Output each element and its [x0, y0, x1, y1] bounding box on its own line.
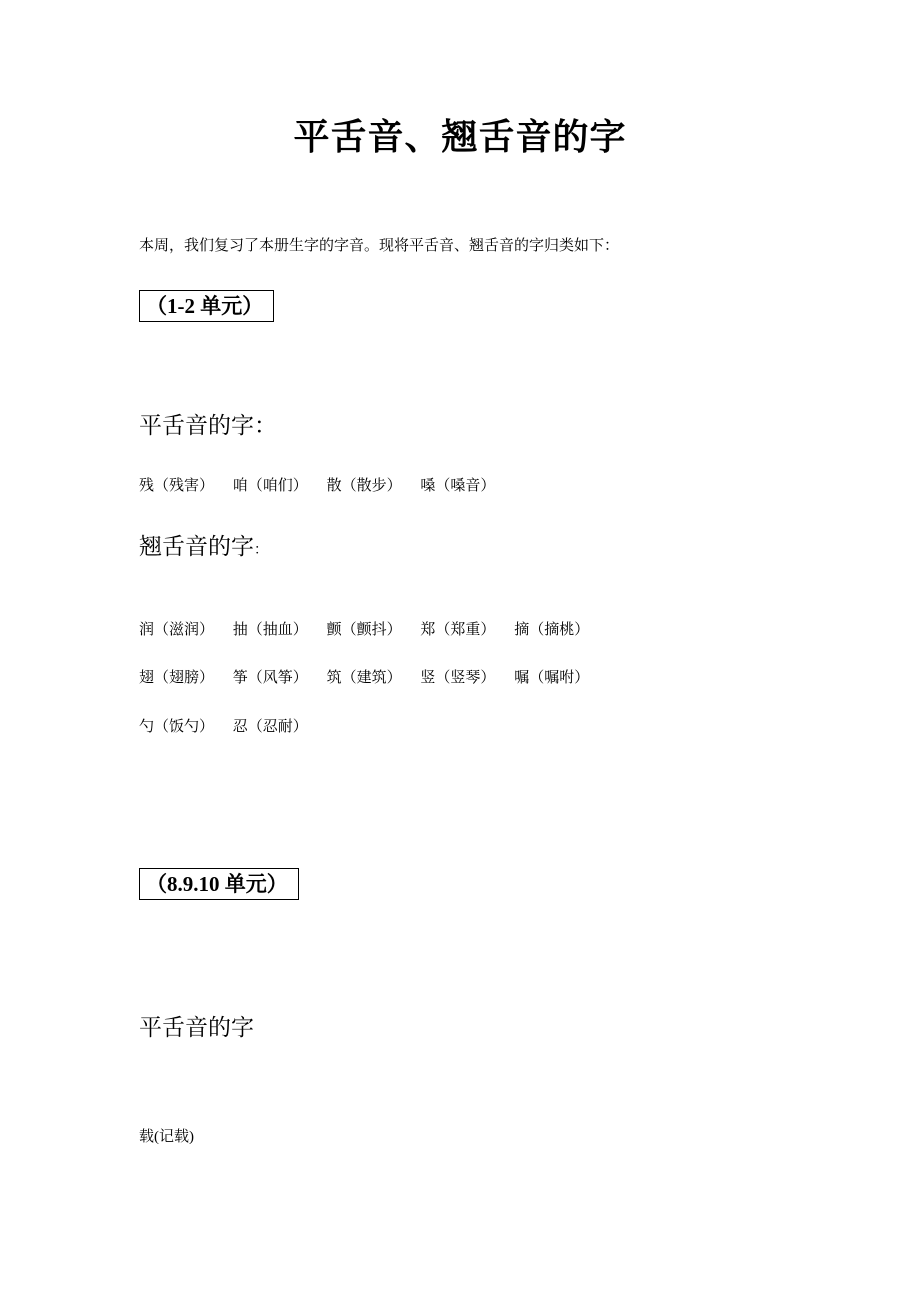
word-row	[139, 1126, 208, 1148]
word-item: 郑（郑重）	[420, 620, 496, 638]
word-item: 翅（翅膀）	[139, 668, 215, 686]
word-item: 嗓（嗓音）	[420, 476, 496, 494]
word-item: 散（散步）	[326, 476, 402, 494]
word-row	[139, 666, 603, 688]
word-item: 咱（咱们）	[232, 476, 308, 494]
word-item: 摘（摘桃）	[514, 620, 590, 638]
heading-colon: ：	[254, 542, 268, 558]
section-heading-text: 翘舌音的字	[139, 534, 254, 560]
section-heading-flat-tongue: 平舌音的字：	[139, 413, 277, 439]
word-item: 勺（饭勺）	[139, 717, 215, 735]
word-item: 筑（建筑）	[326, 668, 402, 686]
word-item: 残（残害）	[139, 476, 215, 494]
word-item: 润（滋润）	[139, 620, 215, 638]
page-title: 平舌音、翘舌音的字	[293, 116, 627, 158]
word-row	[139, 474, 509, 496]
unit-label-box: （1-2 单元）	[139, 290, 274, 322]
word-item: 嘱（嘱咐）	[514, 668, 590, 686]
unit-label-box: （8.9.10 单元）	[139, 868, 299, 900]
word-row	[139, 618, 603, 640]
word-item: 载(记载)	[139, 1129, 194, 1145]
word-item: 竖（竖琴）	[420, 668, 496, 686]
intro-paragraph: 本周，我们复习了本册生字的字音。现将平舌音、翘舌音的字归类如下：	[139, 236, 620, 254]
word-item: 筝（风筝）	[232, 668, 308, 686]
word-item: 颤（颤抖）	[326, 620, 402, 638]
word-item: 忍（忍耐）	[232, 717, 308, 735]
word-item: 抽（抽血）	[232, 620, 308, 638]
section-heading-retroflex	[139, 531, 268, 566]
section-heading-flat-tongue: 平舌音的字	[139, 1015, 254, 1041]
word-row	[139, 715, 322, 737]
